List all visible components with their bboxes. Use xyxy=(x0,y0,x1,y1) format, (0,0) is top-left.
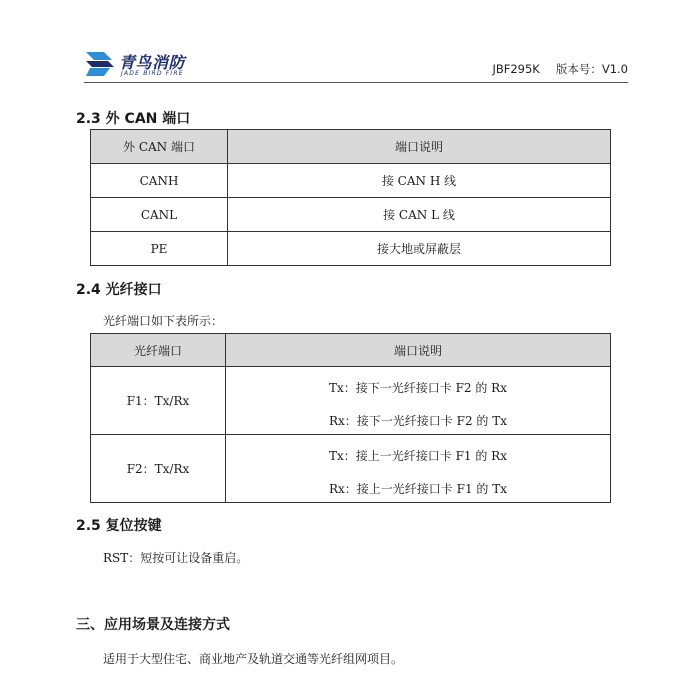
doc-version: 版本号：V1.0 xyxy=(555,62,628,76)
column-header: 光纤端口 xyxy=(91,334,226,367)
table-row xyxy=(91,198,611,232)
table-cell: CANH xyxy=(91,164,228,198)
port-desc-line: Tx：接上一光纤接口卡 F1 的 Rx xyxy=(329,449,507,463)
application-text: 适用于大型住宅、商业地产及轨道交通等光纤组网项目。 xyxy=(103,652,404,666)
fiber-port-table xyxy=(90,333,611,503)
logo-english-name: JADE BIRD FIRE xyxy=(121,70,184,77)
table-cell: CANL xyxy=(91,198,228,232)
table-row xyxy=(91,232,611,266)
can-port-table xyxy=(90,129,611,266)
header-divider xyxy=(84,82,628,83)
logo-chinese-name: 青鸟消防 xyxy=(119,53,186,72)
fiber-intro-text: 光纤端口如下表所示： xyxy=(103,314,224,328)
port-desc-line: Rx：接下一光纤接口卡 F2 的 Tx xyxy=(329,414,507,428)
table-cell: F1：Tx/Rx xyxy=(91,367,226,435)
column-header: 端口说明 xyxy=(226,334,611,367)
section-heading-2-5: 2.5 复位按键 xyxy=(76,518,162,534)
doc-code: JBF295K xyxy=(492,62,540,76)
table-cell: 接大地或屏蔽层 xyxy=(228,232,611,266)
document-info xyxy=(492,61,628,77)
page-header xyxy=(0,0,698,84)
table-cell: 接 CAN H 线 xyxy=(228,164,611,198)
table-cell: F2：Tx/Rx xyxy=(91,435,226,503)
port-desc-line: Tx：接下一光纤接口卡 F2 的 Rx xyxy=(329,381,507,395)
table-cell: PE xyxy=(91,232,228,266)
port-desc-line: Rx：接上一光纤接口卡 F1 的 Tx xyxy=(329,482,507,496)
column-header: 端口说明 xyxy=(228,130,611,164)
table-cell xyxy=(226,435,611,503)
table-header-row xyxy=(91,334,611,367)
company-logo xyxy=(84,50,204,78)
reset-text: RST：短按可让设备重启。 xyxy=(103,551,249,565)
table-cell xyxy=(226,367,611,435)
section-heading-2-4: 2.4 光纤接口 xyxy=(76,282,162,298)
section-heading-3: 三、应用场景及连接方式 xyxy=(76,617,230,633)
table-row xyxy=(91,435,611,503)
bird-logo-icon xyxy=(84,50,116,78)
table-header-row xyxy=(91,130,611,164)
table-row xyxy=(91,164,611,198)
column-header: 外 CAN 端口 xyxy=(91,130,228,164)
table-cell: 接 CAN L 线 xyxy=(228,198,611,232)
section-heading-2-3: 2.3 外 CAN 端口 xyxy=(76,111,191,127)
table-row xyxy=(91,367,611,435)
